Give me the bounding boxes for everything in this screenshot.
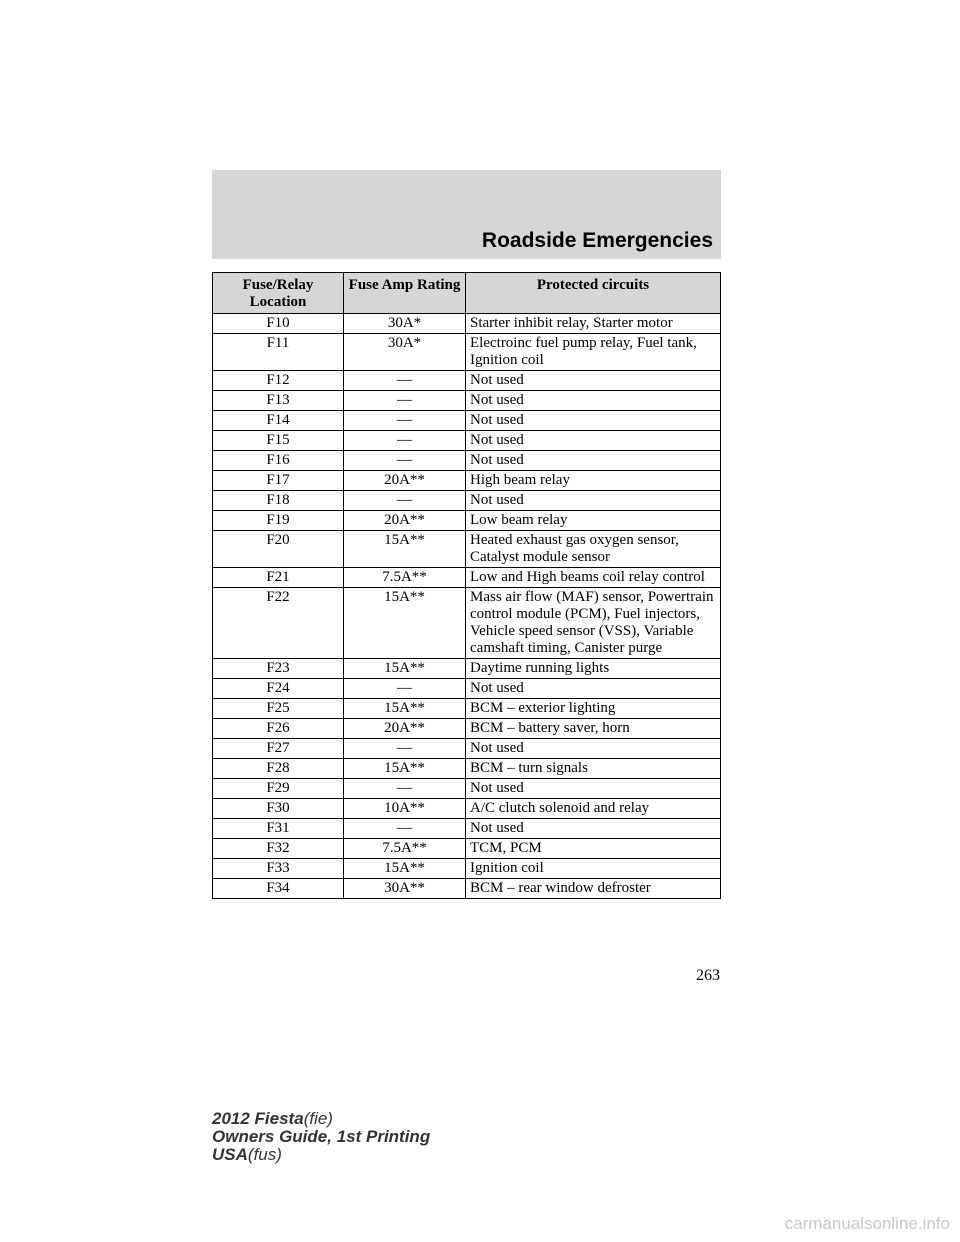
protected-circuits-cell: Not used bbox=[466, 739, 721, 759]
fuse-location-cell: F19 bbox=[213, 511, 344, 531]
table-row bbox=[213, 699, 721, 719]
fuse-location-cell: F27 bbox=[213, 739, 344, 759]
protected-circuits-cell: Daytime running lights bbox=[466, 659, 721, 679]
column-header-location: Fuse/Relay Location bbox=[213, 273, 344, 314]
fuse-amp-cell: — bbox=[344, 371, 466, 391]
fuse-location-cell: F25 bbox=[213, 699, 344, 719]
protected-circuits-cell: Low beam relay bbox=[466, 511, 721, 531]
fuse-amp-cell: — bbox=[344, 431, 466, 451]
fuse-location-cell: F34 bbox=[213, 879, 344, 899]
protected-circuits-cell: BCM – battery saver, horn bbox=[466, 719, 721, 739]
fuse-amp-cell: 15A** bbox=[344, 531, 466, 568]
fuse-amp-cell: 7.5A** bbox=[344, 568, 466, 588]
table-row bbox=[213, 451, 721, 471]
fuse-amp-cell: 15A** bbox=[344, 699, 466, 719]
table-row bbox=[213, 511, 721, 531]
table-row bbox=[213, 491, 721, 511]
fuse-table-body bbox=[213, 314, 721, 899]
fuse-location-cell: F26 bbox=[213, 719, 344, 739]
fuse-location-cell: F31 bbox=[213, 819, 344, 839]
table-row bbox=[213, 739, 721, 759]
protected-circuits-cell: BCM – rear window defroster bbox=[466, 879, 721, 899]
footer-model-code: (fie) bbox=[303, 1109, 333, 1128]
fuse-table bbox=[212, 272, 721, 899]
table-row bbox=[213, 531, 721, 568]
fuse-amp-cell: 15A** bbox=[344, 659, 466, 679]
table-row bbox=[213, 371, 721, 391]
table-row bbox=[213, 759, 721, 779]
protected-circuits-cell: Not used bbox=[466, 679, 721, 699]
watermark: carmanualsonline.info bbox=[784, 1214, 950, 1233]
protected-circuits-cell: Not used bbox=[466, 371, 721, 391]
protected-circuits-cell: Not used bbox=[466, 431, 721, 451]
fuse-location-cell: F17 bbox=[213, 471, 344, 491]
fuse-location-cell: F32 bbox=[213, 839, 344, 859]
table-row bbox=[213, 779, 721, 799]
fuse-location-cell: F22 bbox=[213, 588, 344, 659]
fuse-amp-cell: — bbox=[344, 491, 466, 511]
protected-circuits-cell: A/C clutch solenoid and relay bbox=[466, 799, 721, 819]
fuse-location-cell: F23 bbox=[213, 659, 344, 679]
fuse-location-cell: F13 bbox=[213, 391, 344, 411]
protected-circuits-cell: Not used bbox=[466, 411, 721, 431]
table-row bbox=[213, 411, 721, 431]
fuse-amp-cell: 30A** bbox=[344, 879, 466, 899]
table-row bbox=[213, 819, 721, 839]
fuse-location-cell: F21 bbox=[213, 568, 344, 588]
table-row bbox=[213, 859, 721, 879]
fuse-amp-cell: 20A** bbox=[344, 471, 466, 491]
protected-circuits-cell: TCM, PCM bbox=[466, 839, 721, 859]
table-row bbox=[213, 431, 721, 451]
protected-circuits-cell: Heated exhaust gas oxygen sensor, Catalyst module sensor bbox=[466, 531, 721, 568]
fuse-amp-cell: 20A** bbox=[344, 511, 466, 531]
fuse-amp-cell: 30A* bbox=[344, 334, 466, 371]
table-row bbox=[213, 334, 721, 371]
protected-circuits-cell: BCM – turn signals bbox=[466, 759, 721, 779]
protected-circuits-cell: Not used bbox=[466, 451, 721, 471]
fuse-amp-cell: 30A* bbox=[344, 314, 466, 334]
fuse-location-cell: F33 bbox=[213, 859, 344, 879]
fuse-amp-cell: 15A** bbox=[344, 859, 466, 879]
protected-circuits-cell: Starter inhibit relay, Starter motor bbox=[466, 314, 721, 334]
protected-circuits-cell: Not used bbox=[466, 491, 721, 511]
footer-market-code: (fus) bbox=[247, 1145, 282, 1164]
fuse-amp-cell: — bbox=[344, 679, 466, 699]
table-row bbox=[213, 659, 721, 679]
fuse-location-cell: F29 bbox=[213, 779, 344, 799]
table-row bbox=[213, 471, 721, 491]
protected-circuits-cell: High beam relay bbox=[466, 471, 721, 491]
protected-circuits-cell: Mass air flow (MAF) sensor, Powertrain control module (PCM), Fuel injectors, Vehicle speed sensor (VSS), Variable camshaft timing, Canister purge bbox=[466, 588, 721, 659]
fuse-amp-cell: — bbox=[344, 391, 466, 411]
fuse-amp-cell: 15A** bbox=[344, 759, 466, 779]
table-row bbox=[213, 719, 721, 739]
table-header-row bbox=[213, 273, 721, 314]
fuse-amp-cell: — bbox=[344, 451, 466, 471]
table-row bbox=[213, 588, 721, 659]
fuse-amp-cell: 20A** bbox=[344, 719, 466, 739]
protected-circuits-cell: Electroinc fuel pump relay, Fuel tank, Ignition coil bbox=[466, 334, 721, 371]
footer-market: USA bbox=[212, 1145, 248, 1164]
fuse-location-cell: F15 bbox=[213, 431, 344, 451]
fuse-location-cell: F18 bbox=[213, 491, 344, 511]
fuse-location-cell: F10 bbox=[213, 314, 344, 334]
footer-printing: Owners Guide, 1st Printing bbox=[212, 1127, 431, 1146]
fuse-amp-cell: 10A** bbox=[344, 799, 466, 819]
protected-circuits-cell: BCM – exterior lighting bbox=[466, 699, 721, 719]
fuse-amp-cell: — bbox=[344, 739, 466, 759]
table-row bbox=[213, 839, 721, 859]
footer-imprint bbox=[212, 1110, 430, 1164]
fuse-amp-cell: — bbox=[344, 411, 466, 431]
fuse-amp-cell: — bbox=[344, 779, 466, 799]
table-row bbox=[213, 568, 721, 588]
footer-model: 2012 Fiesta bbox=[212, 1109, 304, 1128]
fuse-location-cell: F28 bbox=[213, 759, 344, 779]
column-header-protected-circuits: Protected circuits bbox=[466, 273, 721, 314]
section-title: Roadside Emergencies bbox=[481, 229, 713, 252]
fuse-location-cell: F24 bbox=[213, 679, 344, 699]
protected-circuits-cell: Not used bbox=[466, 779, 721, 799]
fuse-location-cell: F20 bbox=[213, 531, 344, 568]
page-number: 263 bbox=[696, 967, 720, 984]
protected-circuits-cell: Not used bbox=[466, 819, 721, 839]
section-header-band bbox=[212, 170, 721, 259]
fuse-location-cell: F12 bbox=[213, 371, 344, 391]
column-header-amp-rating: Fuse Amp Rating bbox=[344, 273, 466, 314]
fuse-location-cell: F16 bbox=[213, 451, 344, 471]
fuse-amp-cell: 15A** bbox=[344, 588, 466, 659]
protected-circuits-cell: Not used bbox=[466, 391, 721, 411]
fuse-location-cell: F14 bbox=[213, 411, 344, 431]
protected-circuits-cell: Ignition coil bbox=[466, 859, 721, 879]
protected-circuits-cell: Low and High beams coil relay control bbox=[466, 568, 721, 588]
fuse-location-cell: F30 bbox=[213, 799, 344, 819]
fuse-amp-cell: — bbox=[344, 819, 466, 839]
table-row bbox=[213, 391, 721, 411]
fuse-location-cell: F11 bbox=[213, 334, 344, 371]
table-row bbox=[213, 314, 721, 334]
table-row bbox=[213, 799, 721, 819]
fuse-amp-cell: 7.5A** bbox=[344, 839, 466, 859]
table-row bbox=[213, 679, 721, 699]
table-row bbox=[213, 879, 721, 899]
